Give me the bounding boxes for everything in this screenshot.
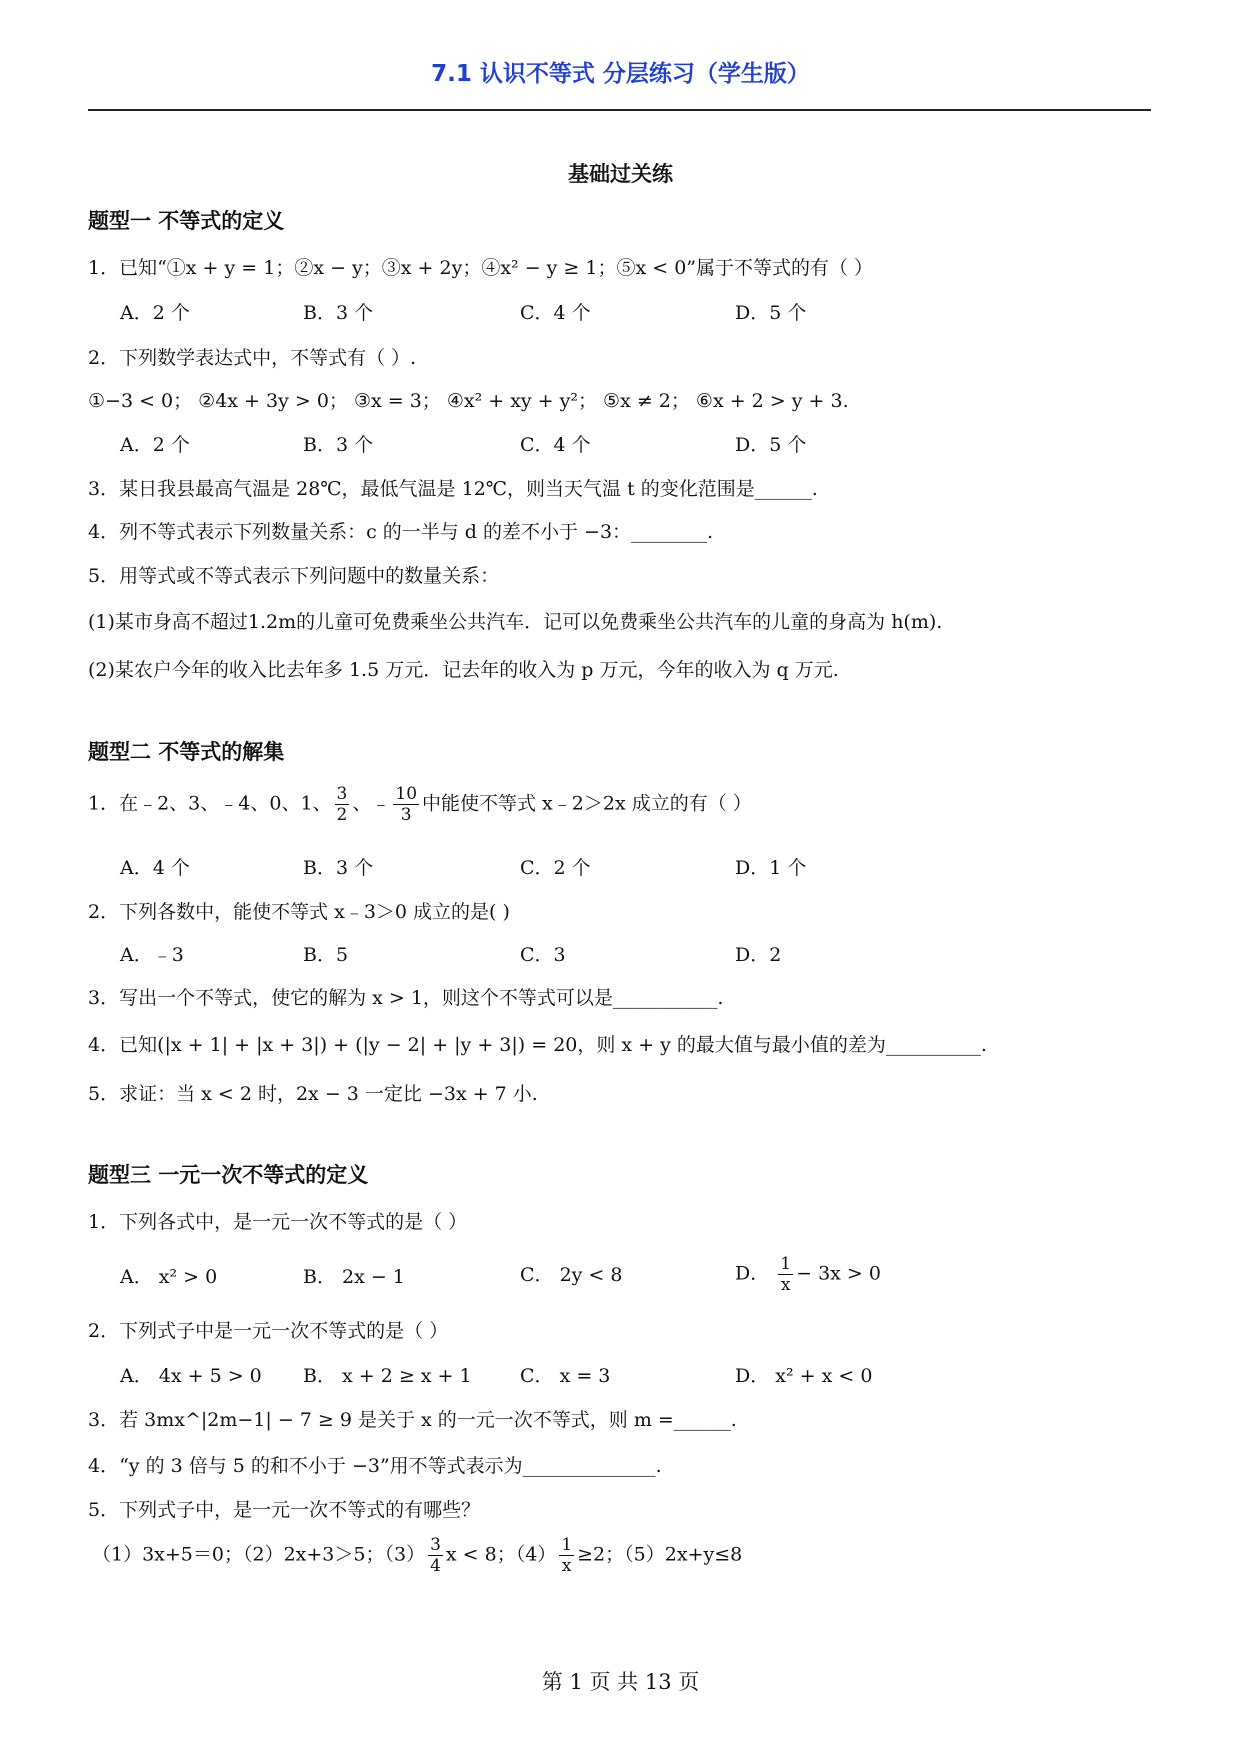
option-a: A．﹣3 [120, 944, 184, 966]
question-3-4: 4．“y 的 3 倍与 5 的和不小于 −3”用不等式表示为______________. [88, 1455, 662, 1477]
option-d: D． x² + x < 0 [735, 1365, 873, 1387]
question-3-2: 2．下列式子中是一元一次不等式的是（ ） [88, 1320, 449, 1342]
question-2-3: 3．写出一个不等式，使它的解为 x > 1，则这个不等式可以是___________. [88, 987, 724, 1009]
option-b: B．3 个 [303, 302, 374, 324]
question-2-1 [88, 784, 752, 825]
question-2-5: 5．求证：当 x < 2 时，2x − 3 一定比 −3x + 7 小. [88, 1083, 538, 1105]
option-b: B．3 个 [303, 857, 374, 879]
option-b: B．3 个 [303, 434, 374, 456]
question-3-1: 1．下列各式中，是一元一次不等式的是（ ） [88, 1211, 468, 1233]
option-a: A． x² > 0 [120, 1266, 218, 1288]
option-c: C． 2y < 8 [520, 1264, 623, 1286]
option-d: D． $\frac{1}{x}$ − 3x > 0 [735, 1254, 881, 1295]
option-a: A．2 个 [120, 434, 190, 456]
question-1-5-part-2: (2)某农户今年的收入比去年多 1.5 万元．记去年的收入为 p 万元，今年的收入为 q 万元. [88, 659, 839, 681]
fraction-three-halves: $\frac{3}{2}$ [336, 784, 348, 825]
document-title: 7.1 认识不等式 分层练习（学生版） [431, 61, 810, 87]
question-1-2-list: ①−3 < 0； ②4x + 3y > 0； ③x = 3； ④x² + xy + y²； ⑤x ≠ 2； ⑥x + 2 > y + 3. [88, 390, 849, 412]
option-a: A． 4x + 5 > 0 [120, 1365, 262, 1387]
question-2-1-text-end: 中能使不等式 x﹣2＞2x 成立的有（ ） [422, 792, 752, 815]
question-1-3: 3．某日我县最高气温是 28℃，最低气温是 12℃，则当天气温 t 的变化范围是______. [88, 478, 818, 500]
option-b: B． 2x − 1 [303, 1266, 405, 1288]
option-c: C．4 个 [520, 302, 591, 324]
question-2-1-text-start: 1．在﹣2、3、﹣4、0、1、 [88, 792, 332, 815]
fraction-one-over-x: $\frac{1}{x}$ [561, 1535, 573, 1576]
fraction-ten-thirds: $\frac{10}{3}$ [395, 784, 418, 825]
fraction-three-quarters: $\frac{3}{4}$ [430, 1535, 441, 1576]
question-2-2: 2．下列各数中，能使不等式 x﹣3＞0 成立的是( ) [88, 901, 510, 923]
question-2-1-text-mid: 、﹣ [352, 792, 391, 815]
question-1-5: 5．用等式或不等式表示下列问题中的数量关系： [88, 565, 500, 587]
option-b: B． x + 2 ≥ x + 1 [303, 1365, 472, 1387]
option-d: D．1 个 [735, 857, 807, 879]
option-c: C．3 [520, 944, 566, 966]
options-3-1 [120, 1254, 920, 1304]
option-d: D．5 个 [735, 302, 807, 324]
question-3-5: 5．下列式子中，是一元一次不等式的有哪些？ [88, 1499, 481, 1521]
question-1-4: 4．列不等式表示下列数量关系：c 的一半与 d 的差不小于 −3：________. [88, 521, 714, 543]
question-1-2: 2．下列数学表达式中，不等式有（ ）. [88, 347, 417, 369]
question-2-4: 4．已知(|x + 1| + |x + 3|) + (|y − 2| + |y + 3|) = 20，则 x + y 的最大值与最小值的差为__________. [88, 1034, 987, 1056]
option-d: D．2 [735, 944, 782, 966]
option-a: A．4 个 [120, 857, 190, 879]
option-c: C．4 个 [520, 434, 591, 456]
option-c: C．2 个 [520, 857, 591, 879]
option-d: D．5 个 [735, 434, 807, 456]
section-heading-3: 题型三 一元一次不等式的定义 [88, 1163, 369, 1187]
page-footer: 第 1 页 共 13 页 [541, 1670, 700, 1694]
option-a: A．2 个 [120, 302, 190, 324]
question-3-3: 3．若 3mx^|2m−1| − 7 ≥ 9 是关于 x 的一元一次不等式，则 m =______. [88, 1409, 737, 1431]
question-1-5-part-1: (1)某市身高不超过1.2m的儿童可免费乘坐公共汽车．记可以免费乘坐公共汽车的儿童的身高为 h(m). [88, 611, 943, 633]
section-heading-1: 题型一 不等式的定义 [88, 209, 285, 233]
option-c: C． x = 3 [520, 1365, 611, 1387]
question-3-5-list: （1）3x+5＝0；（2）2x+3＞5；（3） $\frac{3}{4}$ x < 8；（4） $\frac{1}{x}$ ≥2；（5）2x+y≤8 [92, 1535, 743, 1576]
section-heading-2: 题型二 不等式的解集 [88, 740, 285, 764]
header-divider [88, 109, 1151, 111]
option-b: B．5 [303, 944, 349, 966]
level-heading: 基础过关练 [568, 162, 673, 186]
question-1-1: 1．已知“①x + y = 1；②x − y；③x + 2y；④x² − y ≥ 1；⑤x < 0”属于不等式的有（ ） [88, 257, 874, 279]
fraction-one-over-x: $\frac{1}{x}$ [780, 1254, 792, 1295]
